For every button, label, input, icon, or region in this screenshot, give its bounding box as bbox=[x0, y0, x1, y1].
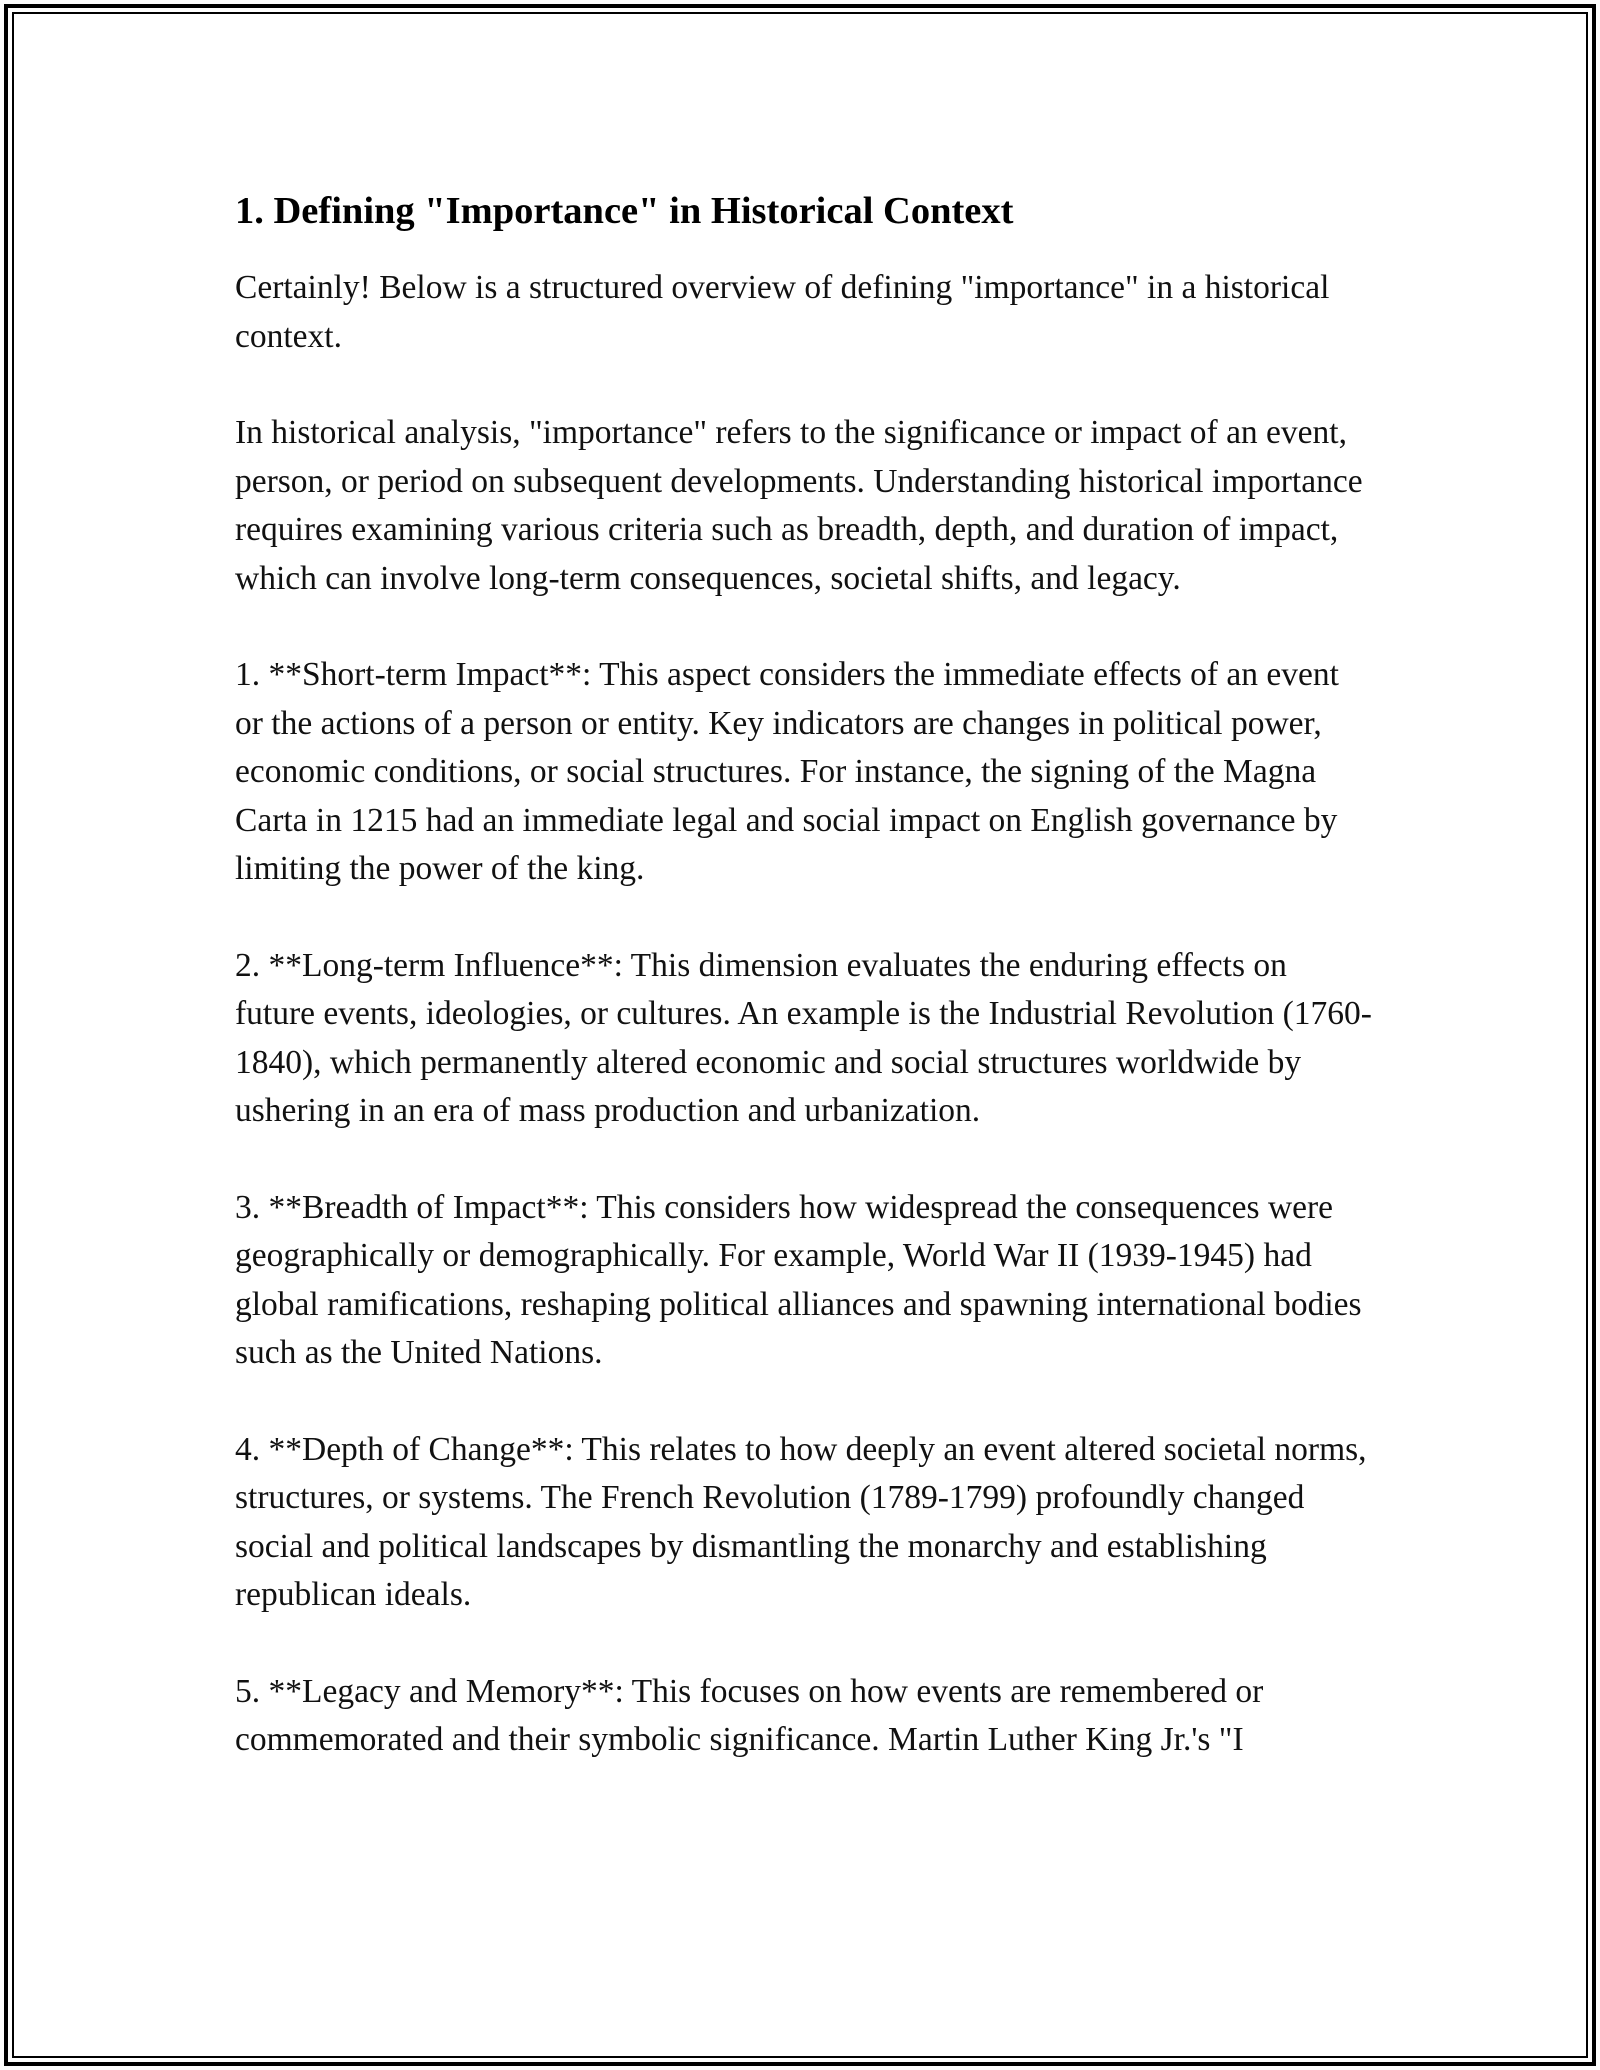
criterion-depth-of-change: 4. **Depth of Change**: This relates to how deeply an event altered societal norms, structures, or systems. The French Revolution (1789-1799) profoundly changed social and political landscapes by dismantling the monarchy and establishing republican ideals. bbox=[235, 1430, 1367, 1613]
intro-paragraph: Certainly! Below is a structured overview of defining "importance" in a historical context. bbox=[235, 269, 1330, 355]
section-heading: 1. Defining "Importance" in Historical Context bbox=[235, 190, 1014, 232]
criterion-legacy-and-memory: 5. **Legacy and Memory**: This focuses on how events are remembered or commemorated and their symbolic significance. Martin Luther King Jr.'s "I bbox=[235, 1672, 1264, 1758]
criterion-short-term-impact: 1. **Short-term Impact**: This aspect considers the immediate effects of an event or the actions of a person or entity. Key indicators are changes in political power, economic conditions, or social structures. For instance, the signing of the Magna Carta in 1215 had an immediate legal and social impact on English governance by limiting the power of the king. bbox=[235, 656, 1339, 887]
definition-paragraph: In historical analysis, "importance" refers to the significance or impact of an event, person, or period on subsequent developments. Understanding historical importance requires examining various criteria such as breadth, depth, and duration of impact, which can involve long-term consequences, societal shifts, and legacy. bbox=[235, 414, 1363, 597]
criterion-breadth-of-impact: 3. **Breadth of Impact**: This considers how widespread the consequences were geographically or demographically. For example, World War II (1939-1945) had global ramifications, reshaping political alliances and spawning international bodies such as the United Nations. bbox=[235, 1188, 1362, 1371]
criterion-long-term-influence: 2. **Long-term Influence**: This dimension evaluates the enduring effects on future events, ideologies, or cultures. An example is the Industrial Revolution (1760-1840), which permanently altered economic and social structures worldwide by ushering in an era of mass production and urbanization. bbox=[235, 946, 1372, 1129]
document-body bbox=[235, 186, 1375, 1765]
